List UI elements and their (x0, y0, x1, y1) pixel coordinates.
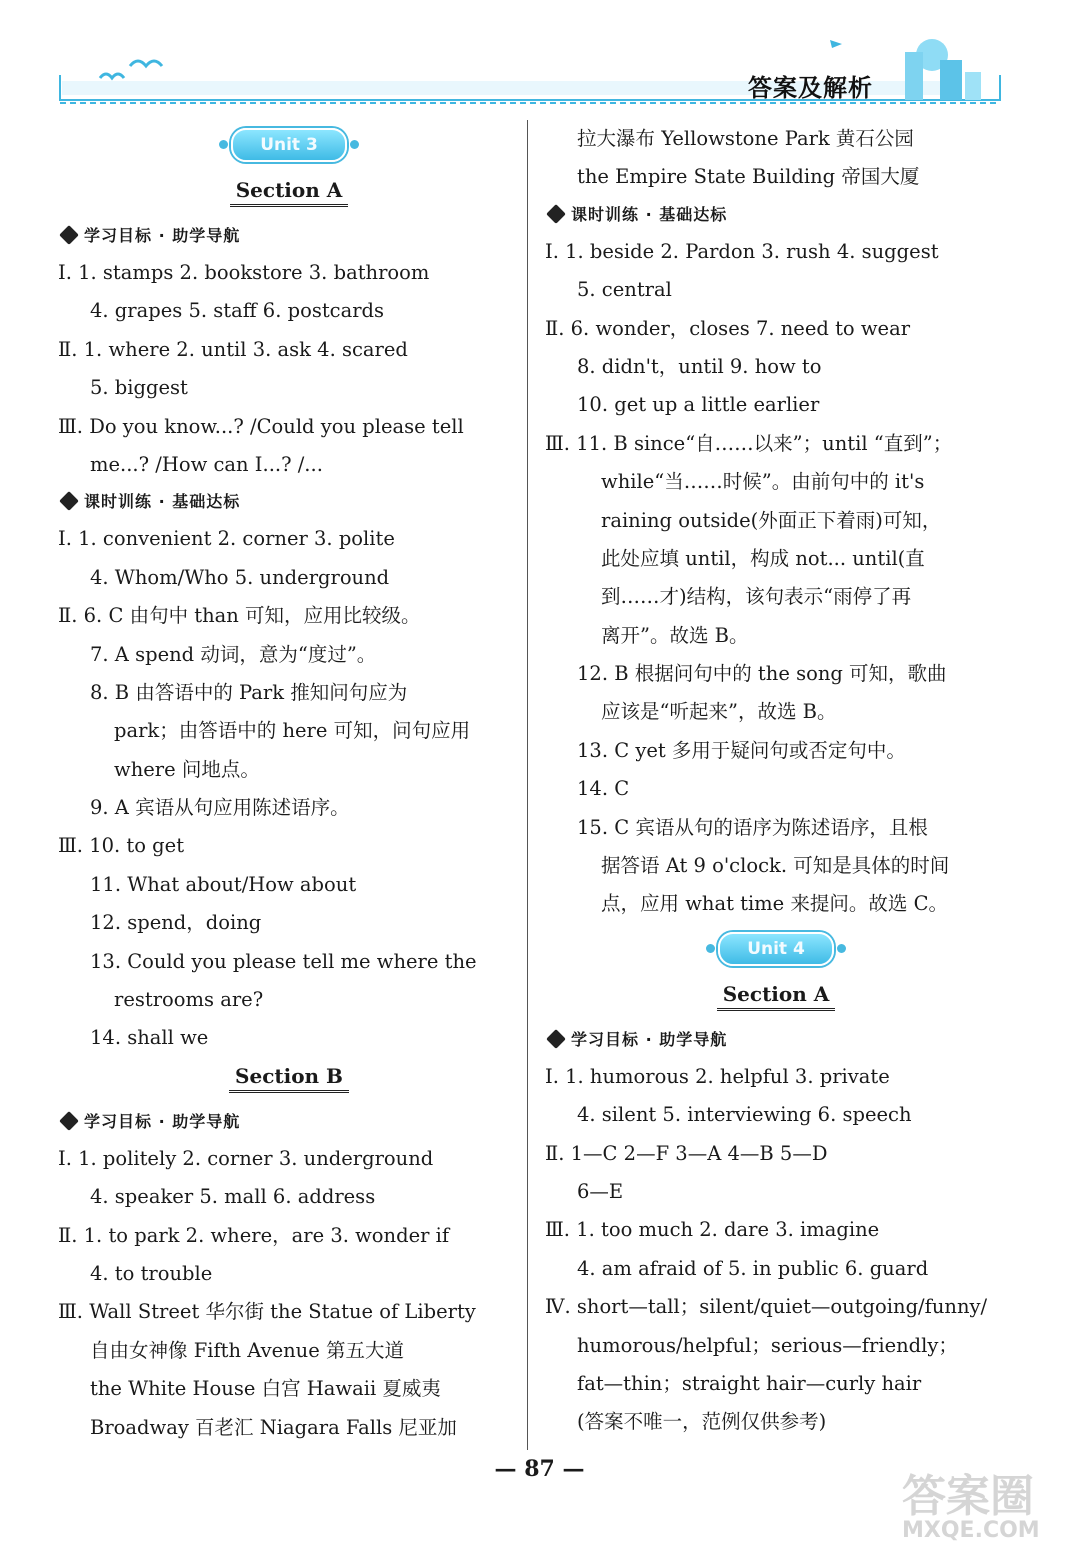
answer-line: raining outside(外面正下着雨)可知， (601, 508, 942, 532)
watermark: 答案圈 MXQE.COM (902, 1471, 1040, 1543)
page-header (0, 0, 1079, 120)
subheading-bar: 课时训练 · 基础达标 (545, 197, 1007, 233)
header-decoration (0, 0, 1079, 120)
diamond-icon (546, 1029, 566, 1049)
answer-line: (答案不唯一，范例仅供参考) (577, 1410, 827, 1434)
bird-icon (130, 61, 162, 66)
answer-line: Ⅰ. 1. stamps 2. bookstore 3. bathroom (58, 261, 430, 284)
answer-line: 7. A spend 动词，意为“度过”。 (90, 642, 377, 666)
answer-line: 到……才)结构，该句表示“雨停了再 (601, 585, 912, 609)
answer-line: 应该是“听起来”，故选 B。 (601, 700, 837, 724)
answer-line: 12. spend，doing (90, 911, 262, 935)
section-heading: Section A (58, 172, 520, 218)
answer-line: Broadway 百老汇 Niagara Falls 尼亚加 (90, 1415, 457, 1439)
answer-line: Ⅲ. 10. to get (58, 834, 185, 858)
answer-line: humorous/helpful；serious—friendly； (577, 1333, 958, 1357)
unit-badge: Unit 3 (58, 120, 520, 172)
answer-line: 4. grapes 5. staff 6. postcards (90, 299, 385, 323)
answer-line: where 问地点。 (114, 757, 260, 781)
answer-line: the White House 白宫 Hawaii 夏威夷 (90, 1377, 441, 1401)
left-column (58, 120, 520, 1447)
answer-line: Ⅳ. short—tall；silent/quiet—outgoing/funny/ (545, 1295, 988, 1319)
answer-line: Ⅱ. 1. to park 2. where，are 3. wonder if (58, 1223, 450, 1247)
answer-line: 13. Could you please tell me where the (90, 949, 477, 973)
section-heading: Section A (545, 976, 1007, 1022)
answer-line: Ⅱ. 6. wonder，closes 7. need to wear (545, 316, 911, 340)
answer-line: Ⅲ. Do you know...? /Could you please tell (58, 414, 464, 438)
answer-line: park；由答语中的 here 可知，问句应用 (114, 719, 471, 743)
answer-line: me...? /How can I...? /... (90, 452, 323, 476)
answer-line: while“当……时候”。由前句中的 it's (601, 470, 925, 494)
answer-line: 离开”。故选 B。 (601, 623, 749, 647)
diamond-icon (59, 225, 79, 245)
column-divider (527, 120, 528, 1450)
right-column (545, 120, 1007, 1442)
answer-line: 12. B 根据问句中的 the song 可知，歌曲 (577, 662, 947, 686)
answer-line: 9. A 宾语从句应用陈述语序。 (90, 796, 350, 820)
answer-line: 此处应填 until，构成 not... until(直 (601, 546, 925, 570)
subheading-bar: 学习目标 · 助学导航 (58, 218, 520, 254)
answer-line: 5. central (577, 278, 672, 302)
answer-line: 13. C yet 多用于疑问句或否定句中。 (577, 738, 906, 762)
answer-line: 据答语 At 9 o'clock. 可知是具体的时间 (601, 854, 950, 878)
header-title: 答案及解析 (748, 74, 873, 102)
answer-line: 4. am afraid of 5. in public 6. guard (577, 1256, 929, 1280)
answer-line: Ⅰ. 1. beside 2. Pardon 3. rush 4. suggest (545, 239, 939, 263)
diamond-icon (59, 1111, 79, 1131)
answer-line: Ⅱ. 6. C 由句中 than 可知，应用比较级。 (58, 604, 421, 628)
answer-line: 4. Whom/Who 5. underground (90, 565, 390, 589)
answer-line: 14. C (577, 777, 630, 801)
answer-line: 拉大瀑布 Yellowstone Park 黄石公园 (577, 127, 914, 150)
answer-line: restrooms are? (114, 988, 264, 1012)
answer-line: Ⅰ. 1. convenient 2. corner 3. polite (58, 527, 395, 551)
unit-badge: Unit 4 (545, 924, 1007, 976)
answer-line: Ⅱ. 1—C 2—F 3—A 4—B 5—D (545, 1141, 828, 1165)
diamond-icon (59, 491, 79, 511)
answer-line: Ⅱ. 1. where 2. until 3. ask 4. scared (58, 337, 408, 361)
answer-line: the Empire State Building 帝国大厦 (577, 165, 920, 189)
answer-line: 自由女神像 Fifth Avenue 第五大道 (90, 1338, 404, 1362)
answer-line: 8. didn't，until 9. how to (577, 354, 822, 378)
answer-line: 6—E (577, 1179, 624, 1203)
page-number: — 87 — (494, 1456, 585, 1482)
answer-line: Ⅲ. 1. too much 2. dare 3. imagine (545, 1218, 880, 1242)
answer-line: 4. to trouble (90, 1261, 213, 1285)
answer-line: 5. biggest (90, 376, 188, 400)
answer-line: 10. get up a little earlier (577, 393, 820, 417)
answer-line: 点，应用 what time 来提问。故选 C。 (601, 892, 949, 916)
subheading-bar: 课时训练 · 基础达标 (58, 484, 520, 520)
answer-line: 8. B 由答语中的 Park 推知问句应为 (90, 680, 408, 704)
subheading-bar: 学习目标 · 助学导航 (545, 1022, 1007, 1058)
answer-line: Ⅰ. 1. humorous 2. helpful 3. private (545, 1064, 890, 1088)
answer-line: 4. silent 5. interviewing 6. speech (577, 1103, 912, 1127)
answer-line: 14. shall we (90, 1026, 209, 1050)
answer-line: Ⅰ. 1. politely 2. corner 3. underground (58, 1146, 434, 1170)
bird-icon (100, 74, 124, 78)
answer-line: Ⅲ. 11. B since“自……以来”；until “直到”； (545, 431, 953, 455)
subheading-bar: 学习目标 · 助学导航 (58, 1104, 520, 1140)
answer-line: 4. speaker 5. mall 6. address (90, 1185, 376, 1209)
diamond-icon (546, 204, 566, 224)
answer-line: 11. What about/How about (90, 872, 357, 896)
answer-line: Ⅲ. Wall Street 华尔街 the Statue of Liberty (58, 1300, 476, 1324)
answer-line: 15. C 宾语从句的语序为陈述语序，且根 (577, 815, 928, 839)
section-heading: Section B (58, 1058, 520, 1104)
answer-line: fat—thin；straight hair—curly hair (577, 1371, 922, 1395)
